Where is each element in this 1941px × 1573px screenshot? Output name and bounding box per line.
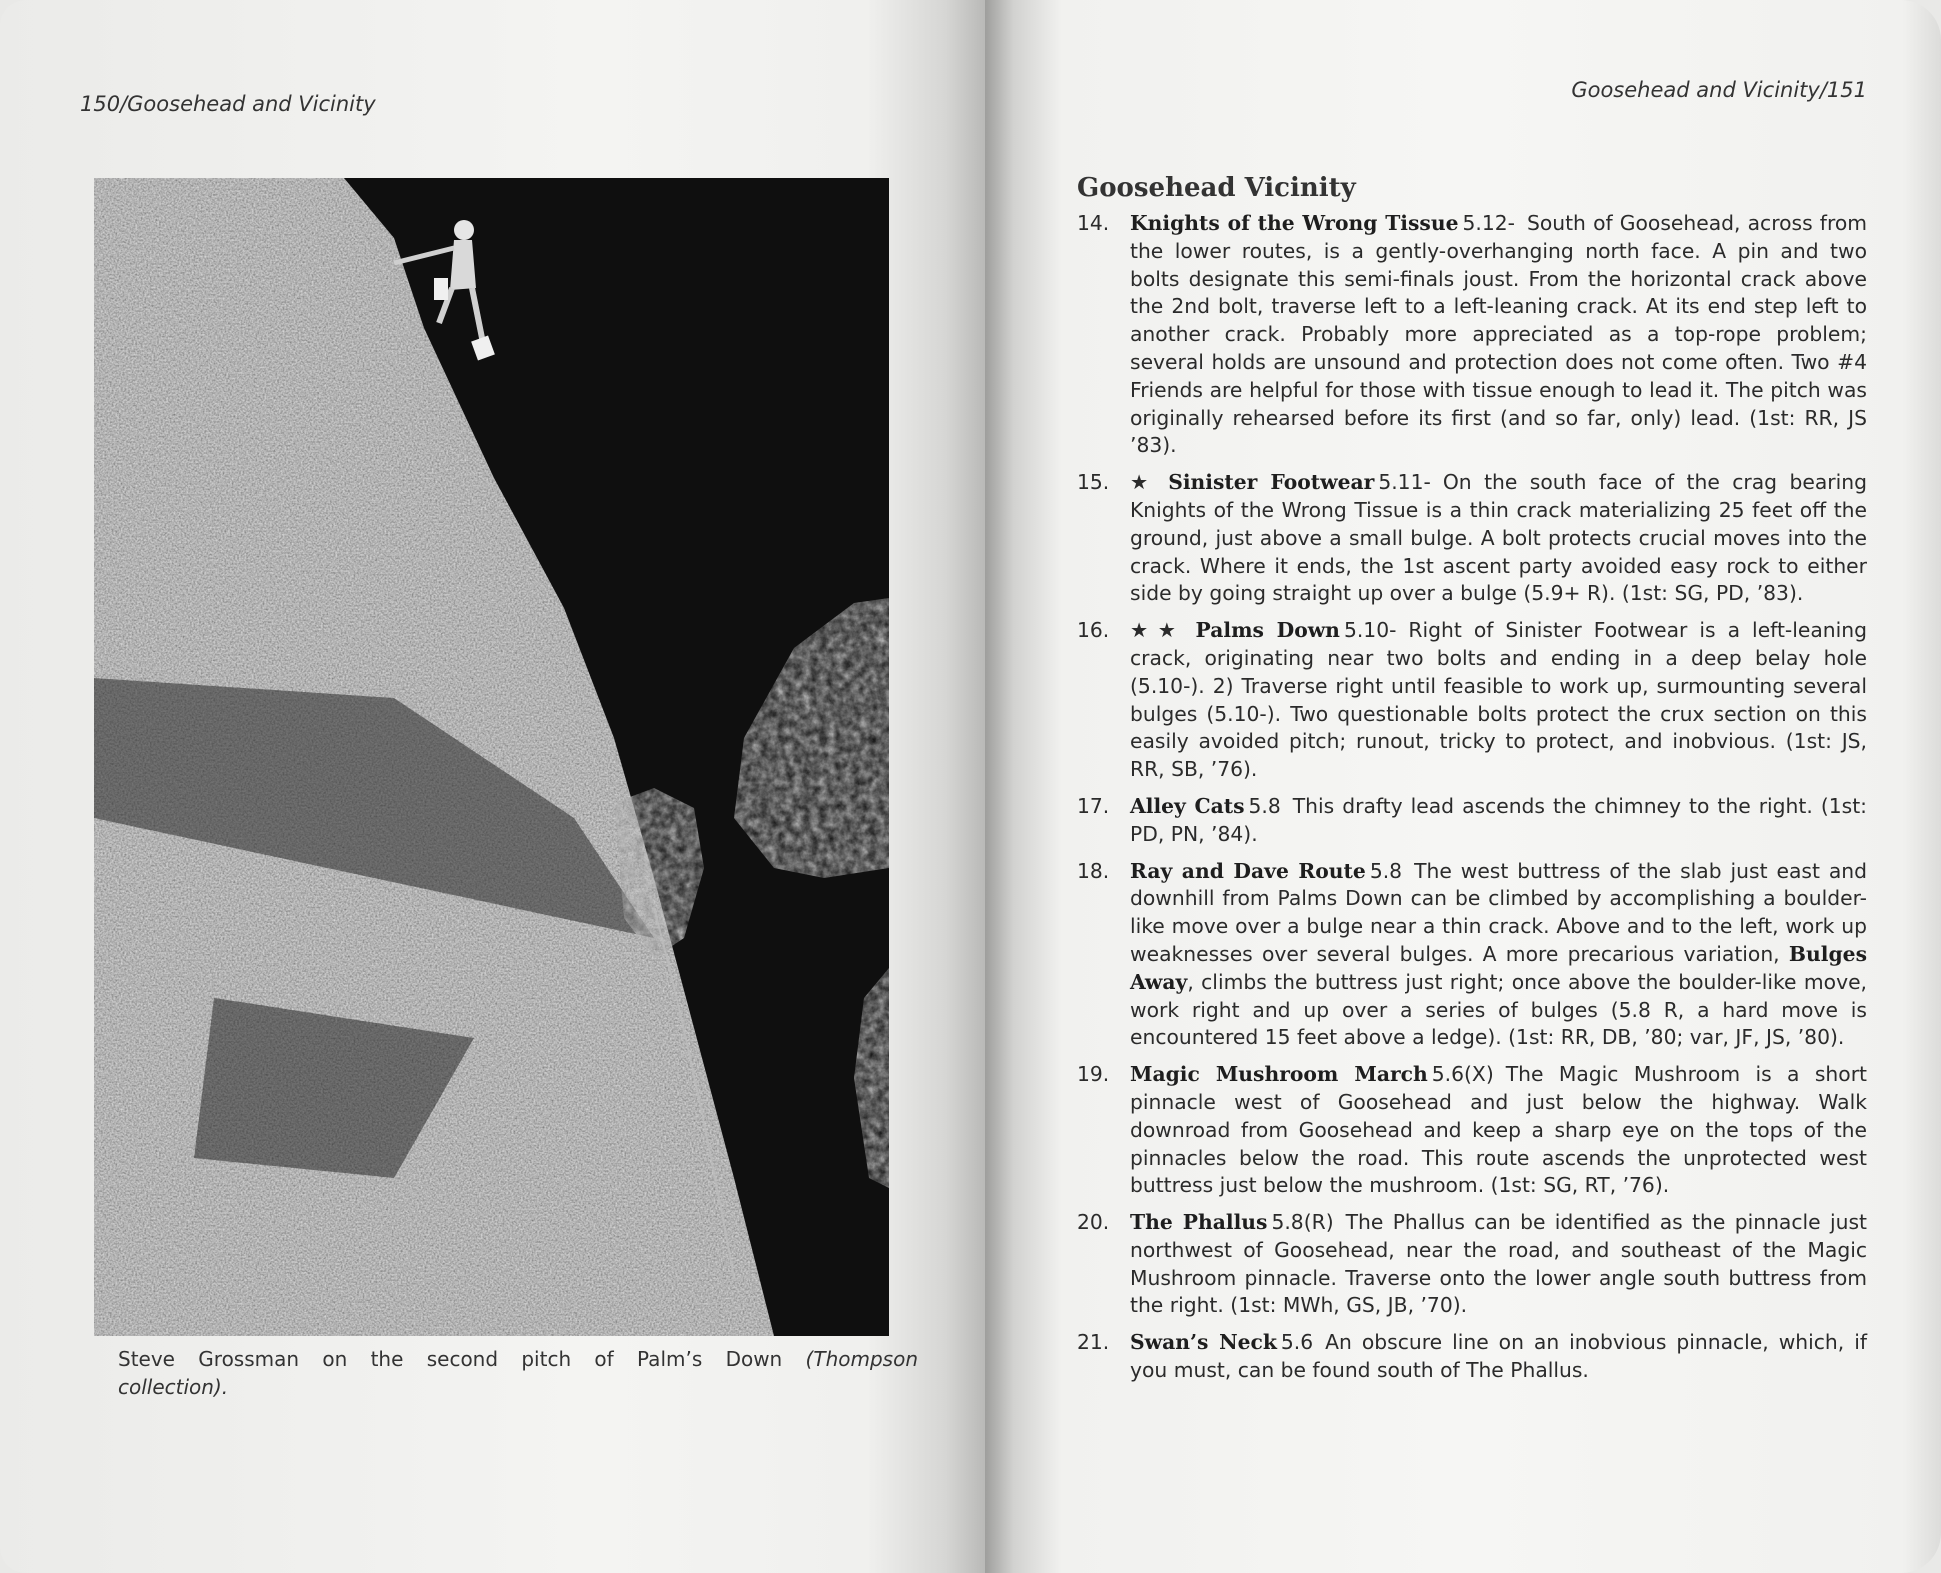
route-list <box>1077 210 1867 1394</box>
route-item <box>1077 1061 1867 1200</box>
route-item <box>1077 617 1867 784</box>
route-grade: 5.6(X) <box>1431 1062 1494 1087</box>
route-name: Palms Down <box>1195 618 1340 643</box>
route-grade: 5.6 <box>1280 1330 1314 1355</box>
route-item <box>1077 858 1867 1053</box>
section-title: Goosehead Vicinity <box>1077 173 1356 203</box>
route-description: South of Goosehead, across from the lower routes, is a gently-overhanging north face. A pin and two bolts designate this semi-finals joust. From the horizontal crack above the 2nd bolt, traverse left to a left-leaning crack. At its end step left to another crack. Probably more appreciated as a top-rope problem; several holds are unsound and protection does not come often. Two #4 Friends are helpful for those with tissue enough to lead it. The pitch was originally rehearsed before its first (and so far, only) lead. (1st: RR, JS ’83). <box>1130 211 1867 458</box>
route-number: 20. <box>1077 1210 1110 1235</box>
route-description: On the south face of the crag bearing Knights of the Wrong Tissue is a thin crack materializing 25 feet off the ground, just above a small bulge. A bolt protects crucial moves into the crack. Where it ends, the 1st ascent party avoided easy rock to either side by going straight up over a bulge (5.9+ R). (1st: SG, PD, ’83). <box>1130 470 1867 606</box>
route-item <box>1077 1209 1867 1320</box>
route-description: An obscure line on an inobvious pinnacle, which, if you must, can be found south of The Phallus. <box>1130 1330 1867 1383</box>
route-grade: 5.8 <box>1248 793 1281 818</box>
route-item <box>1077 210 1867 460</box>
climbing-photograph <box>94 178 889 1336</box>
running-head-right: Goosehead and Vicinity/151 <box>1571 78 1867 102</box>
route-item <box>1077 469 1867 608</box>
route-number: 14. <box>1077 211 1110 235</box>
star-icon: ★★ <box>1130 618 1186 643</box>
route-name: Knights of the Wrong Tissue <box>1130 211 1459 235</box>
route-grade: 5.10- <box>1343 618 1397 643</box>
route-name: The Phallus <box>1130 1210 1268 1235</box>
route-description: The west buttress of the slab just east and downhill from Palms Down can be climbed by accomplishing a boulder-like move over a bulge near a thin crack. Above and to the left, work up weaknesses over several bulges. A more precarious variation, <box>1130 858 1867 966</box>
route-grade: 5.8 <box>1369 858 1403 883</box>
route-number: 17. <box>1077 793 1110 818</box>
route-grade: 5.11- <box>1378 470 1431 495</box>
route-description-continued: , climbs the buttress just right; once above the boulder-like move, work right and up over a series of bulges (5.8 R, a hard move is encountered 15 feet above a ledge). (1st: RR, DB, ’80; var, JF, JS, ’80). <box>1130 969 1867 1050</box>
route-number: 18. <box>1077 858 1110 883</box>
route-number: 16. <box>1077 618 1110 643</box>
route-name: Swan’s Neck <box>1130 1330 1277 1355</box>
route-number: 19. <box>1077 1062 1110 1087</box>
caption-text: Steve Grossman on the second pitch of Palm’s Down <box>118 1347 783 1371</box>
route-description: The Magic Mushroom is a short pinnacle west of Goosehead and just below the highway. Walk downroad from Goosehead and keep a sharp eye on the tops of the pinnacles below the road. This route ascends the unprotected west buttress just below the mushroom. (1st: SG, RT, ’76). <box>1130 1062 1867 1198</box>
route-name: Ray and Dave Route <box>1130 858 1366 883</box>
route-description: This drafty lead ascends the chimney to the right. (1st: PD, PN, ’84). <box>1130 793 1867 846</box>
route-name: Sinister Footwear <box>1168 470 1375 495</box>
route-number: 21. <box>1077 1330 1110 1355</box>
route-grade: 5.12- <box>1462 211 1515 235</box>
photo-caption <box>118 1345 918 1401</box>
route-grade: 5.8(R) <box>1271 1210 1334 1235</box>
route-number: 15. <box>1077 470 1110 495</box>
route-description: The Phallus can be identified as the pinnacle just northwest of Goosehead, near the road, and southeast of the Magic Mushroom pinnacle. Traverse onto the lower angle south buttress from the right. (1st: MWh, GS, JB, ’70). <box>1130 1210 1867 1318</box>
star-icon: ★ <box>1130 470 1159 495</box>
route-name: Magic Mushroom March <box>1130 1062 1428 1087</box>
route-name: Alley Cats <box>1130 793 1245 818</box>
caption-credit: (Thompson collection). <box>118 1347 918 1399</box>
running-head-left: 150/Goosehead and Vicinity <box>80 92 376 116</box>
route-item <box>1077 1329 1867 1385</box>
route-description: Right of Sinister Footwear is a left-leaning crack, originating near two bolts and ending in a deep belay hole (5.10-). 2) Traverse right until feasible to work up, surmounting several bulges (5.10-). Two questionable bolts protect the crux section on this easily avoided pitch; runout, tricky to protect, and inobvious. (1st: JS, RR, SB, ’76). <box>1130 618 1867 782</box>
route-item <box>1077 793 1867 849</box>
right-page <box>985 0 1941 1573</box>
route-variation-name: Bulges Away <box>1130 941 1867 994</box>
